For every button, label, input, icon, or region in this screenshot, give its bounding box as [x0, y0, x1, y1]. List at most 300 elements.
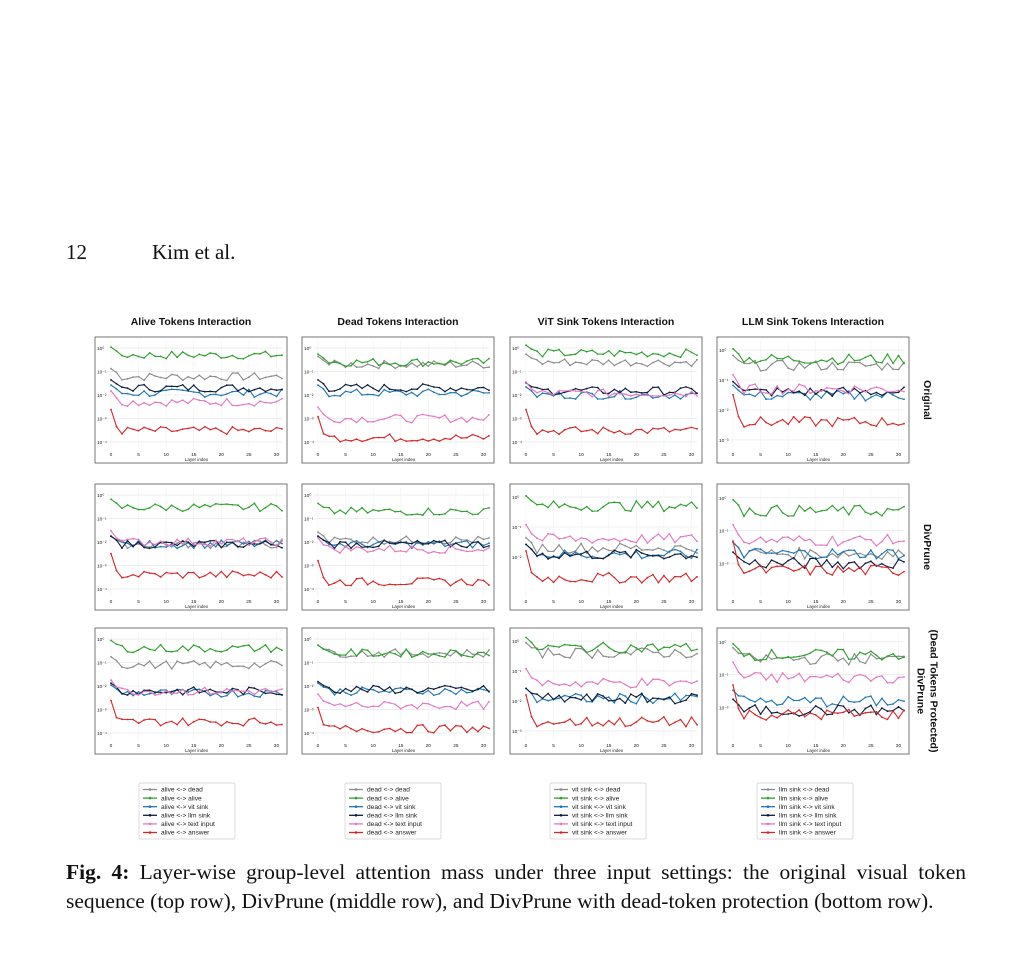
- series-point-alive: [176, 356, 178, 358]
- series-point-vit: [226, 695, 228, 697]
- legend: [139, 783, 235, 839]
- series-point-answer: [405, 440, 407, 442]
- series-point-vit: [870, 396, 872, 398]
- series-point-text: [472, 702, 474, 704]
- series-point-dead: [547, 550, 549, 552]
- series-point-dead: [658, 359, 660, 361]
- series-point-answer: [641, 582, 643, 584]
- series-point-llm: [669, 392, 671, 394]
- series-point-text: [378, 706, 380, 708]
- series-point-dead: [608, 359, 610, 361]
- series-point-text: [182, 689, 184, 691]
- series-point-text: [259, 690, 261, 692]
- series-point-answer: [826, 572, 828, 574]
- series-point-vit: [193, 391, 195, 393]
- series-point-text: [350, 418, 352, 420]
- series-point-text: [674, 681, 676, 683]
- series-point-answer: [765, 572, 767, 574]
- series-point-alive: [859, 359, 861, 361]
- series-point-vit: [809, 555, 811, 557]
- series-point-answer: [793, 713, 795, 715]
- series-point-text: [558, 538, 560, 540]
- series-point-text: [367, 707, 369, 709]
- series-point-alive: [848, 658, 850, 660]
- series-point-text: [630, 540, 632, 542]
- series-point-answer: [547, 721, 549, 723]
- series-point-answer: [444, 438, 446, 440]
- x-tick-label: 20: [218, 600, 224, 605]
- caption-label: Fig. 4:: [66, 860, 130, 884]
- series-point-dead: [361, 541, 363, 543]
- series-point-vit: [771, 700, 773, 702]
- series-point-alive: [372, 655, 374, 657]
- y-tick-label: 10⁻³: [304, 564, 314, 570]
- x-tick-label: 10: [578, 744, 584, 749]
- series-point-answer: [575, 426, 577, 428]
- series-point-text: [276, 690, 278, 692]
- series-point-answer: [624, 725, 626, 727]
- series-point-dead: [405, 366, 407, 368]
- series-point-text: [182, 399, 184, 401]
- series-point-alive: [536, 648, 538, 650]
- series-point-alive: [466, 360, 468, 362]
- series-point-answer: [658, 582, 660, 584]
- series-point-llm: [854, 709, 856, 711]
- series-point-dead: [696, 359, 698, 361]
- series-point-answer: [669, 581, 671, 583]
- series-point-answer: [154, 430, 156, 432]
- series-point-llm: [204, 391, 206, 393]
- series-point-text: [553, 394, 555, 396]
- series-point-llm: [116, 539, 118, 541]
- series-point-answer: [466, 584, 468, 586]
- series-point-text: [898, 677, 900, 679]
- series-point-vit: [411, 392, 413, 394]
- series-point-vit: [597, 398, 599, 400]
- series-point-dead: [461, 539, 463, 541]
- series-point-vit: [405, 689, 407, 691]
- chart-panel: [95, 484, 287, 610]
- series-point-answer: [591, 581, 593, 583]
- series-point-alive: [525, 495, 527, 497]
- series-point-text: [854, 675, 856, 677]
- series-point-answer: [444, 579, 446, 581]
- series-point-alive: [597, 510, 599, 512]
- series-point-vit: [798, 549, 800, 551]
- y-tick-label: 10⁻¹: [512, 670, 522, 676]
- x-tick-label: 20: [425, 600, 431, 605]
- series-point-alive: [427, 653, 429, 655]
- series-point-vit: [635, 703, 637, 705]
- series-point-answer: [226, 721, 228, 723]
- x-tick-label: 25: [453, 744, 459, 749]
- series-point-answer: [619, 717, 621, 719]
- series-point-dead: [350, 539, 352, 541]
- series-point-dead: [798, 658, 800, 660]
- series-point-dead: [361, 366, 363, 368]
- series-point-llm: [143, 547, 145, 549]
- series-point-dead: [831, 553, 833, 555]
- series-point-dead: [787, 367, 789, 369]
- series-point-llm: [647, 392, 649, 394]
- series-point-vit: [630, 701, 632, 703]
- series-point-text: [608, 395, 610, 397]
- series-point-dead: [367, 655, 369, 657]
- series-point-alive: [433, 653, 435, 655]
- series-point-alive: [809, 362, 811, 364]
- series-point-alive: [782, 512, 784, 514]
- series-point-text: [765, 679, 767, 681]
- series-point-llm: [182, 384, 184, 386]
- series-point-text: [793, 676, 795, 678]
- y-tick-label: 10⁻²: [512, 394, 522, 399]
- series-point-alive: [171, 351, 173, 353]
- series-point-alive: [531, 500, 533, 502]
- series-point-text: [127, 689, 129, 691]
- series-point-answer: [232, 426, 234, 428]
- series-point-text: [165, 405, 167, 407]
- series-point-dead: [138, 376, 140, 378]
- series-point-alive: [754, 513, 756, 515]
- series-point-vit: [226, 545, 228, 547]
- series-point-alive: [760, 360, 762, 362]
- series-point-text: [754, 540, 756, 542]
- series-point-llm: [591, 700, 593, 702]
- series-point-dead: [427, 656, 429, 658]
- series-point-answer: [635, 721, 637, 723]
- series-point-text: [859, 388, 861, 390]
- series-point-llm: [674, 703, 676, 705]
- series-point-alive: [483, 652, 485, 654]
- series-point-dead: [259, 540, 261, 542]
- series-point-alive: [898, 355, 900, 357]
- series-point-answer: [696, 724, 698, 726]
- series-point-answer: [531, 426, 533, 428]
- series-point-text: [820, 390, 822, 392]
- series-point-dead: [837, 369, 839, 371]
- series-point-answer: [685, 428, 687, 430]
- series-point-answer: [608, 720, 610, 722]
- series-point-llm: [281, 694, 283, 696]
- series-point-answer: [154, 573, 156, 575]
- series-point-text: [749, 675, 751, 677]
- series-point-dead: [334, 360, 336, 362]
- y-tick-label: 10⁰: [304, 347, 312, 353]
- series-point-answer: [826, 419, 828, 421]
- series-point-vit: [127, 393, 129, 395]
- series-point-llm: [558, 393, 560, 395]
- series-point-answer: [411, 583, 413, 585]
- series-point-vit: [339, 395, 341, 397]
- series-point-alive: [116, 643, 118, 645]
- series-point-dead: [652, 651, 654, 653]
- series-point-answer: [488, 728, 490, 730]
- series-point-answer: [204, 575, 206, 577]
- series-point-vit: [143, 694, 145, 696]
- series-point-llm: [558, 695, 560, 697]
- row-label: (Dead Tokens Protected): [927, 629, 940, 753]
- series-point-llm: [427, 385, 429, 387]
- series-point-text: [110, 390, 112, 392]
- series-point-answer: [165, 722, 167, 724]
- series-point-llm: [450, 686, 452, 688]
- series-point-llm: [466, 547, 468, 549]
- series-point-dead: [658, 547, 660, 549]
- series-point-alive: [771, 354, 773, 356]
- series-point-vit: [248, 389, 250, 391]
- series-point-answer: [820, 566, 822, 568]
- series-point-text: [276, 545, 278, 547]
- series-point-text: [433, 416, 435, 418]
- series-point-answer: [127, 576, 129, 578]
- series-point-vit: [265, 690, 267, 692]
- series-point-text: [389, 702, 391, 704]
- series-point-dead: [259, 666, 261, 668]
- series-point-vit: [870, 695, 872, 697]
- series-point-answer: [859, 566, 861, 568]
- series-point-llm: [132, 390, 134, 392]
- series-point-vit: [749, 550, 751, 552]
- series-point-llm: [831, 566, 833, 568]
- series-point-alive: [138, 356, 140, 358]
- series-point-text: [455, 419, 457, 421]
- y-tick-label: 10⁻²: [719, 562, 729, 568]
- series-point-llm: [400, 389, 402, 391]
- series-point-llm: [356, 686, 358, 688]
- series-point-vit: [422, 391, 424, 393]
- series-point-alive: [254, 502, 256, 504]
- series-point-text: [876, 545, 878, 547]
- series-point-text: [591, 396, 593, 398]
- series-point-alive: [804, 510, 806, 512]
- series-point-llm: [422, 690, 424, 692]
- series-point-dead: [771, 658, 773, 660]
- series-point-answer: [765, 719, 767, 721]
- series-point-dead: [450, 655, 452, 657]
- series-point-alive: [237, 646, 239, 648]
- series-point-dead: [237, 665, 239, 667]
- series-point-vit: [564, 397, 566, 399]
- x-tick-label: 10: [578, 453, 584, 458]
- series-point-vit: [826, 706, 828, 708]
- series-point-answer: [483, 725, 485, 727]
- series-point-alive: [842, 506, 844, 508]
- series-point-dead: [259, 378, 261, 380]
- series-point-answer: [569, 718, 571, 720]
- series-point-answer: [743, 718, 745, 720]
- series-point-llm: [898, 391, 900, 393]
- series-point-dead: [771, 363, 773, 365]
- series-point-vit: [842, 551, 844, 553]
- series-point-vit: [367, 689, 369, 691]
- series-point-llm: [154, 391, 156, 393]
- series-point-text: [826, 544, 828, 546]
- series-point-vit: [132, 394, 134, 396]
- series-point-llm: [350, 691, 352, 693]
- series-point-llm: [237, 546, 239, 548]
- series-point-answer: [427, 440, 429, 442]
- series-point-llm: [743, 711, 745, 713]
- series-point-dead: [865, 365, 867, 367]
- series-point-dead: [276, 374, 278, 376]
- series-point-llm: [826, 559, 828, 561]
- series-point-text: [204, 400, 206, 402]
- series-point-answer: [798, 421, 800, 423]
- series-point-text: [356, 702, 358, 704]
- series-point-answer: [116, 570, 118, 572]
- series-point-alive: [782, 358, 784, 360]
- series-point-dead: [182, 663, 184, 665]
- series-point-vit: [143, 390, 145, 392]
- series-point-vit: [270, 393, 272, 395]
- series-point-text: [542, 685, 544, 687]
- series-point-text: [881, 541, 883, 543]
- series-point-dead: [281, 378, 283, 380]
- series-point-answer: [782, 419, 784, 421]
- series-point-dead: [619, 543, 621, 545]
- series-point-alive: [738, 648, 740, 650]
- series-point-llm: [317, 681, 319, 683]
- series-point-llm: [165, 541, 167, 543]
- series-point-llm: [350, 547, 352, 549]
- series-point-text: [477, 549, 479, 551]
- series-point-vit: [127, 691, 129, 693]
- series-point-alive: [635, 354, 637, 356]
- legend-entry: alive <-> alive: [161, 795, 202, 803]
- x-axis-label: Layer index: [599, 457, 624, 462]
- series-point-dead: [787, 554, 789, 556]
- series-point-text: [248, 403, 250, 405]
- series-point-dead: [220, 379, 222, 381]
- series-point-text: [400, 550, 402, 552]
- legend-entry: dead <-> vit sink: [367, 803, 416, 811]
- series-point-alive: [209, 648, 211, 650]
- series-point-answer: [198, 718, 200, 720]
- series-point-dead: [854, 362, 856, 364]
- series-point-vit: [685, 695, 687, 697]
- x-tick-label: 5: [344, 453, 347, 458]
- y-tick-label: 10⁻⁴: [304, 731, 314, 737]
- series-point-llm: [842, 387, 844, 389]
- series-point-dead: [591, 546, 593, 548]
- series-point-llm: [276, 389, 278, 391]
- series-point-text: [691, 534, 693, 536]
- series-point-text: [411, 422, 413, 424]
- series-point-text: [394, 414, 396, 416]
- series-point-vit: [854, 549, 856, 551]
- series-point-llm: [270, 388, 272, 390]
- series-point-dead: [887, 551, 889, 553]
- series-point-llm: [547, 693, 549, 695]
- series-point-text: [226, 398, 228, 400]
- series-point-dead: [248, 376, 250, 378]
- series-point-text: [461, 701, 463, 703]
- series-point-llm: [483, 547, 485, 549]
- series-point-alive: [842, 649, 844, 651]
- series-point-vit: [427, 541, 429, 543]
- series-point-text: [898, 541, 900, 543]
- series-point-alive: [525, 344, 527, 346]
- series-point-text: [132, 400, 134, 402]
- series-point-answer: [793, 416, 795, 418]
- series-point-answer: [591, 429, 593, 431]
- series-point-vit: [466, 692, 468, 694]
- legend-entry: llm sink <-> vit sink: [779, 803, 835, 811]
- series-point-alive: [171, 504, 173, 506]
- series-point-vit: [110, 384, 112, 386]
- series-point-dead: [531, 647, 533, 649]
- x-tick-label: 10: [163, 453, 169, 458]
- series-point-llm: [232, 541, 234, 543]
- x-tick-label: 25: [246, 744, 252, 749]
- y-tick-label: 10⁻¹: [304, 370, 314, 376]
- series-point-text: [323, 544, 325, 546]
- series-point-dead: [892, 368, 894, 370]
- x-tick-label: 20: [840, 744, 846, 749]
- series-point-text: [635, 393, 637, 395]
- series-point-alive: [405, 514, 407, 516]
- series-point-llm: [149, 547, 151, 549]
- y-tick-label: 10⁻⁴: [304, 587, 314, 593]
- series-point-answer: [461, 578, 463, 580]
- series-point-answer: [472, 434, 474, 436]
- series-point-text: [597, 683, 599, 685]
- series-point-dead: [187, 662, 189, 664]
- series-point-alive: [477, 513, 479, 515]
- series-point-text: [383, 418, 385, 420]
- series-point-text: [691, 682, 693, 684]
- series-point-vit: [361, 686, 363, 688]
- series-point-text: [754, 383, 756, 385]
- series-point-answer: [209, 721, 211, 723]
- series-point-text: [619, 393, 621, 395]
- series-point-answer: [165, 427, 167, 429]
- series-point-llm: [674, 554, 676, 556]
- series-point-vit: [892, 394, 894, 396]
- series-point-text: [328, 545, 330, 547]
- series-point-text: [575, 390, 577, 392]
- series-point-alive: [232, 645, 234, 647]
- series-point-answer: [887, 567, 889, 569]
- series-point-text: [564, 537, 566, 539]
- series-point-vit: [237, 696, 239, 698]
- y-tick-label: 10⁻²: [719, 706, 729, 712]
- series-point-llm: [350, 385, 352, 387]
- series-point-alive: [356, 511, 358, 513]
- series-point-text: [859, 674, 861, 676]
- series-point-text: [182, 543, 184, 545]
- series-point-dead: [483, 656, 485, 658]
- series-point-llm: [127, 694, 129, 696]
- series-point-dead: [187, 547, 189, 549]
- y-tick-label: 10⁻³: [304, 708, 314, 714]
- series-point-llm: [903, 386, 905, 388]
- series-point-alive: [575, 645, 577, 647]
- series-point-llm: [372, 685, 374, 687]
- series-point-alive: [859, 651, 861, 653]
- series-point-vit: [209, 542, 211, 544]
- series-point-llm: [630, 557, 632, 559]
- series-point-alive: [372, 509, 374, 511]
- series-point-llm: [254, 543, 256, 545]
- series-point-vit: [323, 388, 325, 390]
- series-point-dead: [317, 356, 319, 358]
- legend-marker: [149, 797, 152, 800]
- series-point-text: [171, 693, 173, 695]
- series-point-answer: [892, 710, 894, 712]
- x-tick-label: 25: [661, 600, 667, 605]
- series-point-text: [647, 542, 649, 544]
